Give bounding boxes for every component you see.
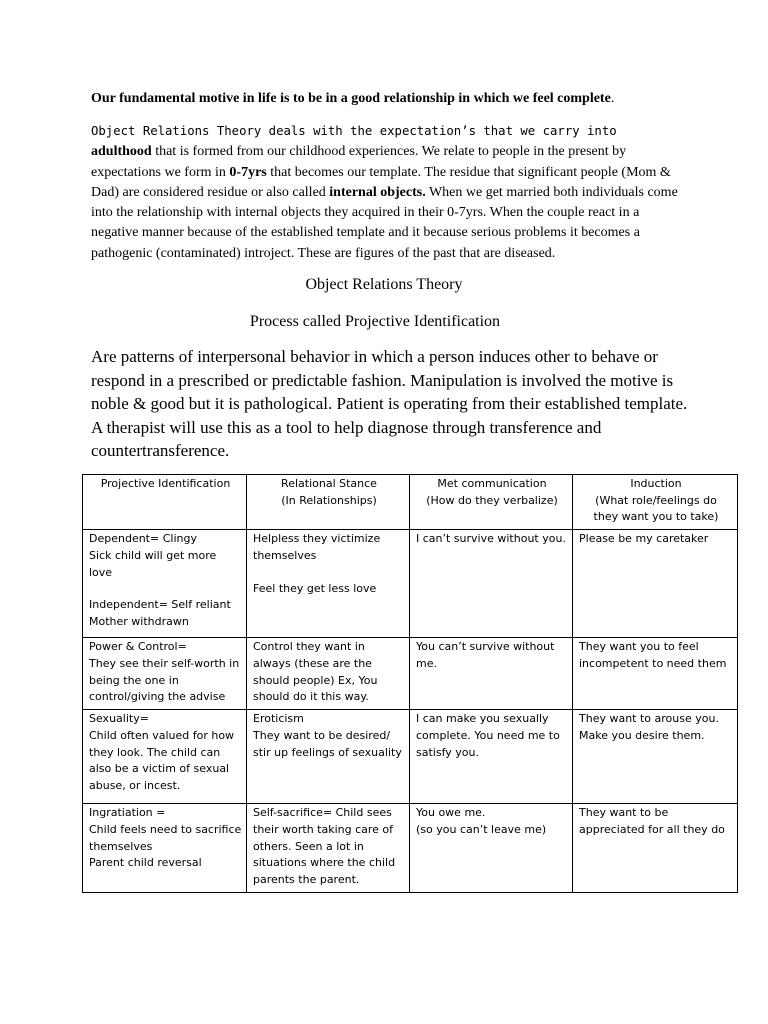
table-cell: You owe me. (so you can’t leave me): [410, 804, 573, 893]
table-row: [83, 804, 738, 893]
table-cell: They want to be appreciated for all they do: [573, 804, 738, 893]
table-row: [83, 638, 738, 710]
table-cell: I can make you sexually complete. You need me to satisfy you.: [410, 710, 573, 804]
projective-identification-table: [82, 474, 738, 893]
header-projective-identification: Projective Identification: [83, 475, 247, 530]
table-row: [83, 530, 738, 638]
section-title: Object Relations Theory: [305, 276, 463, 293]
table-cell: Dependent= Clingy Sick child will get more love Independent= Self reliant Mother withdrawn: [83, 530, 247, 638]
table-cell: You can’t survive without me.: [410, 638, 573, 710]
header-met-communication: Met communication (How do they verbalize): [410, 475, 573, 530]
table-cell: They want you to feel incompetent to need them: [573, 638, 738, 710]
intro-paragraph: Object Relations Theory deals with the expectation’s that we carry into adulthood that is formed from our childhood experiences. We relate to people in the present by expectations we form in 0-7yrs that becomes our template. The residue that significant people (Mom & Dad) are considered residue or also called internal objects. When we get married both individuals come into the relationship with internal objects they acquired in their 0-7yrs. When the couple react in a negative manner because of the established template and it because serious problems it becomes a pathogenic (contaminated) introject. These are figures of the past that are diseased.: [91, 124, 678, 261]
table-row: [83, 710, 738, 804]
table-cell: Ingratiation = Child feels need to sacrifice themselves Parent child reversal: [83, 804, 247, 893]
table-cell: Please be my caretaker: [573, 530, 738, 638]
table-cell: Eroticism They want to be desired/ stir up feelings of sexuality: [247, 710, 410, 804]
table-cell: Helpless they victimize themselves Feel they get less love: [247, 530, 410, 638]
table-cell: Sexuality= Child often valued for how they look. The child can also be a victim of sexual abuse, or incest.: [83, 710, 247, 804]
table-cell: I can’t survive without you.: [410, 530, 573, 638]
table-cell: They want to arouse you. Make you desire them.: [573, 710, 738, 804]
table-cell: Self-sacrifice= Child sees their worth taking care of others. Seen a lot in situations where the child parents the parent.: [247, 804, 410, 893]
section-subtitle: Process called Projective Identification: [249, 313, 501, 330]
table-header-row: [83, 475, 738, 530]
header-induction: Induction (What role/feelings do they want you to take): [573, 475, 738, 530]
table-cell: Control they want in always (these are the should people) Ex, You should do it this way.: [247, 638, 410, 710]
definition-paragraph: Are patterns of interpersonal behavior in which a person induces other to behave or respond in a prescribed or predictable fashion. Manipulation is involved the motive is noble & good but it is pathological. Patient is operating from their established template. A therapist will use this as a tool to help diagnose through transference and countertransference.: [91, 347, 688, 461]
lead-statement: Our fundamental motive in life is to be in a good relationship in which we feel complete.: [91, 91, 615, 106]
header-relational-stance: Relational Stance (In Relationships): [247, 475, 410, 530]
table-cell: Power & Control= They see their self-worth in being the one in control/giving the advise: [83, 638, 247, 710]
